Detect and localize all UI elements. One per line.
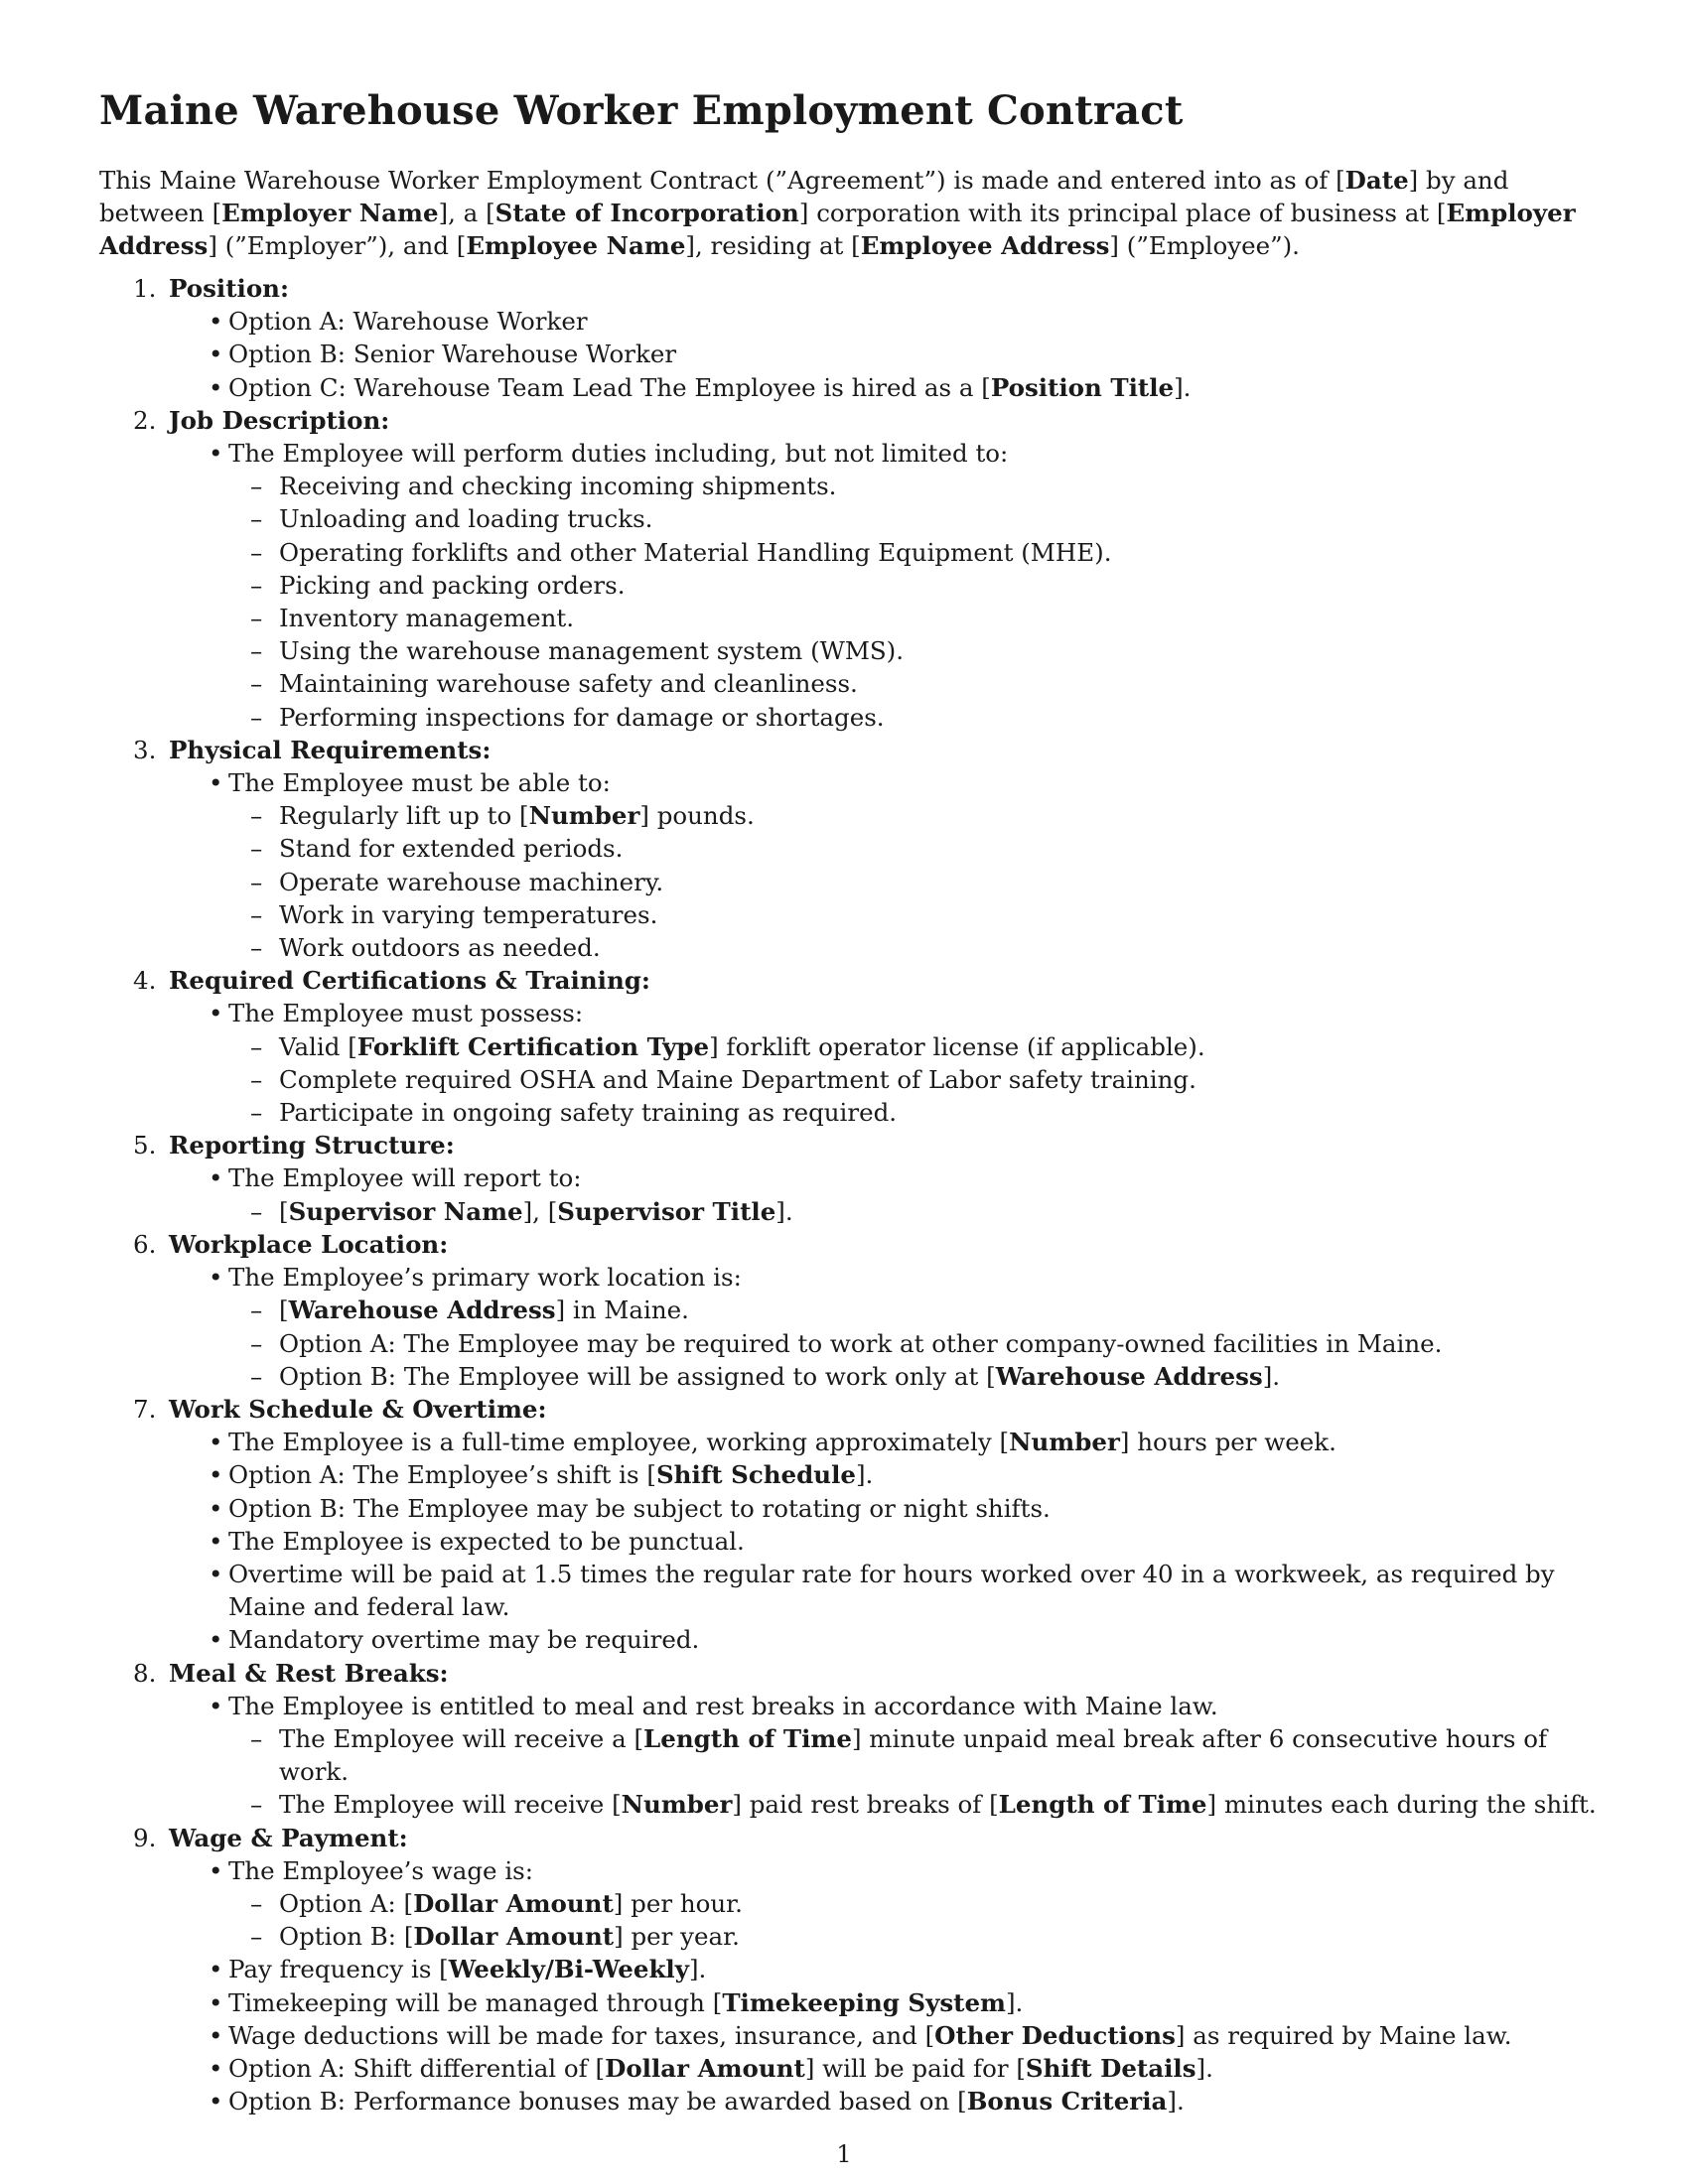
bullet-item: • Pay frequency is [Weekly/Bi-Weekly].: [169, 1953, 1599, 1985]
field-length-of-time: Length of Time: [643, 1723, 852, 1753]
section-number: 2.: [133, 405, 157, 435]
bullet-item: • Option B: The Employee may be subject to rotating or night shifts.: [169, 1492, 1599, 1525]
dash-item: – Work outdoors as needed.: [228, 931, 1599, 964]
bullet-item: • Mandatory overtime may be required.: [169, 1623, 1599, 1656]
dash-item: – Operating forklifts and other Material Handling Equipment (MHE).: [228, 536, 1599, 569]
bullet-item: • The Employee will perform duties including, but not limited to: – Receiving and checking incoming shipments. – Unloading and loading trucks. – Operating forklifts and other Material Handling Equipment (MHE). – Picking and packing orders. – Inventory management. – Using the warehouse management system (WMS). – Maintaining warehouse safety and cleanliness. – Performing inspections for damage or shortages.: [169, 437, 1599, 734]
section-work-schedule-overtime: [99, 1393, 1599, 1657]
bullet-item: • Option B: Senior Warehouse Worker: [169, 338, 1599, 370]
field-date: Date: [1344, 166, 1409, 195]
bullet-item: • The Employee will report to: – [Supervisor Name], [Supervisor Title].: [169, 1161, 1599, 1227]
field-shift-schedule: Shift Schedule: [655, 1460, 856, 1490]
dash-item: – Operate warehouse machinery.: [228, 866, 1599, 898]
field-employee-address: Employee Address: [860, 231, 1110, 260]
section-number: 1.: [133, 274, 157, 303]
bullet-item: • Timekeeping will be managed through [Timekeeping System].: [169, 1986, 1599, 2019]
dash-item: – [Warehouse Address] in Maine.: [228, 1294, 1599, 1326]
bullet-item: • The Employee’s primary work location is: – [Warehouse Address] in Maine. – Option A: The Employee may be required to work at other company-owned facilities in Maine. – Option B: The Employee will be assigned to work only at [Warehouse Address].: [169, 1261, 1599, 1393]
field-dollar-amount: Dollar Amount: [605, 2053, 805, 2083]
section-title: Meal & Rest Breaks:: [169, 1658, 449, 1688]
bullet-item: • Wage deductions will be made for taxes, insurance, and [Other Deductions] as required by Maine law.: [169, 2019, 1599, 2052]
dash-item: – Picking and packing orders.: [228, 569, 1599, 602]
field-warehouse-address: Warehouse Address: [288, 1296, 556, 1325]
section-number: 7.: [133, 1394, 157, 1424]
bullet-item: • The Employee is a full-time employee, working approximately [Number] hours per week.: [169, 1426, 1599, 1458]
dash-item: – [Supervisor Name], [Supervisor Title].: [228, 1195, 1599, 1228]
section-number: 3.: [133, 735, 157, 764]
field-position-title: Position Title: [990, 372, 1175, 402]
field-supervisor-title: Supervisor Title: [557, 1196, 776, 1226]
section-number: 8.: [133, 1658, 157, 1688]
field-length-of-time: Length of Time: [998, 1790, 1207, 1820]
section-title: Reporting Structure:: [169, 1131, 455, 1160]
dash-item: – Stand for extended periods.: [228, 832, 1599, 865]
field-number: Number: [1009, 1428, 1120, 1457]
document-page: [99, 87, 1599, 2117]
section-number: 4.: [133, 966, 157, 996]
dash-item: – Participate in ongoing safety training as required.: [228, 1096, 1599, 1129]
section-job-description: [99, 404, 1599, 734]
section-meal-rest-breaks: [99, 1657, 1599, 1822]
field-state-of-incorporation: State of Incorporation: [494, 199, 799, 227]
bullet-item: • The Employee is expected to be punctual.: [169, 1525, 1599, 1558]
bullet-item: • The Employee must be able to: – Regularly lift up to [Number] pounds. – Stand for extended periods. – Operate warehouse machinery. – Work in varying temperatures. – Work outdoors as needed.: [169, 766, 1599, 964]
field-pay-frequency: Weekly/Bi-Weekly: [448, 1955, 689, 1984]
field-forklift-certification-type: Forklift Certification Type: [356, 1031, 710, 1061]
dash-item: – Maintaining warehouse safety and cleanliness.: [228, 667, 1599, 700]
field-employer-address: Employer Address: [99, 199, 1576, 260]
field-number: Number: [528, 801, 640, 831]
bullet-item: • The Employee must possess: – Valid [Forklift Certification Type] forklift operator license (if applicable). – Complete required OSHA and Maine Department of Labor safety training. – Participate in ongoing safety training as required.: [169, 997, 1599, 1129]
section-number: 6.: [133, 1229, 157, 1259]
dash-item: – Unloading and loading trucks.: [228, 502, 1599, 535]
dash-item: – Valid [Forklift Certification Type] forklift operator license (if applicable).: [228, 1030, 1599, 1063]
bullet-item: • Option A: Warehouse Worker: [169, 305, 1599, 338]
section-title: Wage & Payment:: [169, 1823, 408, 1852]
dash-item: – The Employee will receive [Number] paid rest breaks of [Length of Time] minutes each during the shift.: [228, 1788, 1599, 1821]
bullet-item: • Option A: The Employee’s shift is [Shift Schedule].: [169, 1458, 1599, 1491]
dash-item: – Option B: The Employee will be assigned to work only at [Warehouse Address].: [228, 1360, 1599, 1393]
section-title: Required Certifications & Training:: [169, 966, 650, 996]
section-physical-requirements: [99, 734, 1599, 964]
bullet-item: • The Employee is entitled to meal and rest breaks in accordance with Maine law. – The Employee will receive a [Length of Time] minute unpaid meal break after 6 consecutive hours of work. – The Employee will receive [Number] paid rest breaks of [Length of Time] minutes each during the shift.: [169, 1690, 1599, 1822]
dash-item: – Option B: [Dollar Amount] per year.: [228, 1920, 1599, 1953]
section-title: Workplace Location:: [169, 1229, 449, 1259]
field-timekeeping-system: Timekeeping System: [722, 1987, 1006, 2017]
section-number: 5.: [133, 1131, 157, 1160]
bullet-item: • Option A: Shift differential of [Dollar Amount] will be paid for [Shift Details].: [169, 2052, 1599, 2085]
dash-item: – Complete required OSHA and Maine Department of Labor safety training.: [228, 1063, 1599, 1096]
field-supervisor-name: Supervisor Name: [288, 1196, 523, 1226]
dash-item: – Option A: [Dollar Amount] per hour.: [228, 1887, 1599, 1920]
dash-item: – The Employee will receive a [Length of Time] minute unpaid meal break after 6 consecutive hours of work.: [228, 1722, 1599, 1788]
section-wage-payment: [99, 1822, 1599, 2118]
field-warehouse-address: Warehouse Address: [995, 1361, 1263, 1391]
section-certifications-training: [99, 964, 1599, 1129]
dash-item: – Using the warehouse management system (WMS).: [228, 634, 1599, 667]
field-employer-name: Employer Name: [221, 199, 439, 227]
section-title: Position:: [169, 274, 290, 303]
document-title: Maine Warehouse Worker Employment Contract: [99, 87, 1184, 134]
bullet-item: • The Employee’s wage is: – Option A: [Dollar Amount] per hour. – Option B: [Dollar Amount] per year.: [169, 1854, 1599, 1954]
section-title: Work Schedule & Overtime:: [169, 1394, 547, 1424]
bullet-item: • Option C: Warehouse Team Lead The Employee is hired as a [Position Title].: [169, 371, 1599, 404]
field-shift-details: Shift Details: [1025, 2053, 1196, 2083]
contract-sections: [99, 272, 1599, 2117]
dash-item: – Option A: The Employee may be required to work at other company-owned facilities in Maine.: [228, 1327, 1599, 1360]
field-bonus-criteria: Bonus Criteria: [966, 2087, 1168, 2116]
field-other-deductions: Other Deductions: [934, 2020, 1176, 2050]
section-position: [99, 272, 1599, 404]
bullet-item: • Option B: Performance bonuses may be awarded based on [Bonus Criteria].: [169, 2085, 1599, 2117]
dash-item: – Performing inspections for damage or shortages.: [228, 701, 1599, 734]
dash-item: – Work in varying temperatures.: [228, 898, 1599, 931]
section-reporting-structure: [99, 1129, 1599, 1228]
section-number: 9.: [133, 1823, 157, 1852]
field-dollar-amount: Dollar Amount: [413, 1888, 614, 1918]
field-number: Number: [621, 1790, 733, 1820]
section-title: Physical Requirements:: [169, 735, 492, 764]
section-workplace-location: [99, 1228, 1599, 1393]
field-employee-name: Employee Name: [466, 231, 686, 260]
dash-item: – Inventory management.: [228, 602, 1599, 634]
intro-paragraph: This Maine Warehouse Worker Employment Contract (”Agreement”) is made and entered into as of [Date] by and between [Employer Name], a [State of Incorporation] corporation with its principal place of business at [Employer Address] (”Employer”), and [Employee Name], residing at [Employee Address] (”Employee”).: [99, 166, 1576, 260]
dash-item: – Receiving and checking incoming shipments.: [228, 470, 1599, 502]
page-number: 1: [836, 2140, 852, 2168]
field-dollar-amount: Dollar Amount: [413, 1922, 615, 1952]
bullet-item: • Overtime will be paid at 1.5 times the regular rate for hours worked over 40 in a workweek, as required by Maine and federal law.: [169, 1558, 1599, 1623]
dash-item: – Regularly lift up to [Number] pounds.: [228, 799, 1599, 832]
section-title: Job Description:: [169, 405, 390, 435]
